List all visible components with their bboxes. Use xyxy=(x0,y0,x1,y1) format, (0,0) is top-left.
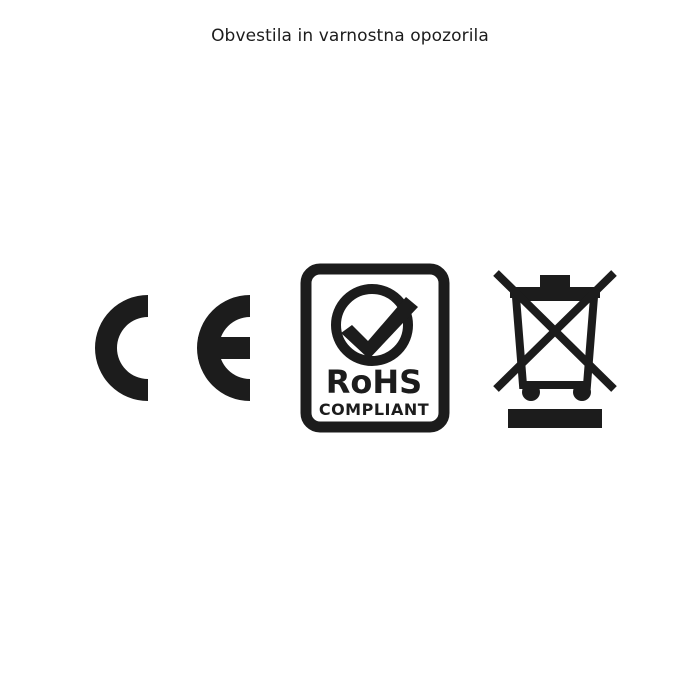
weee-symbol xyxy=(490,261,620,436)
compliance-symbols-row xyxy=(0,258,700,438)
svg-text:RoHS: RoHS xyxy=(325,363,423,401)
svg-text:COMPLIANT: COMPLIANT xyxy=(318,400,430,419)
ce-marking-symbol xyxy=(80,273,260,423)
ce-marking-icon xyxy=(80,273,260,423)
rohs-compliant-symbol xyxy=(300,263,450,433)
crossed-out-wheelie-bin-icon xyxy=(490,261,620,436)
page-title: Obvestila in varnostna opozorila xyxy=(211,26,489,46)
rohs-compliant-icon xyxy=(300,263,450,433)
